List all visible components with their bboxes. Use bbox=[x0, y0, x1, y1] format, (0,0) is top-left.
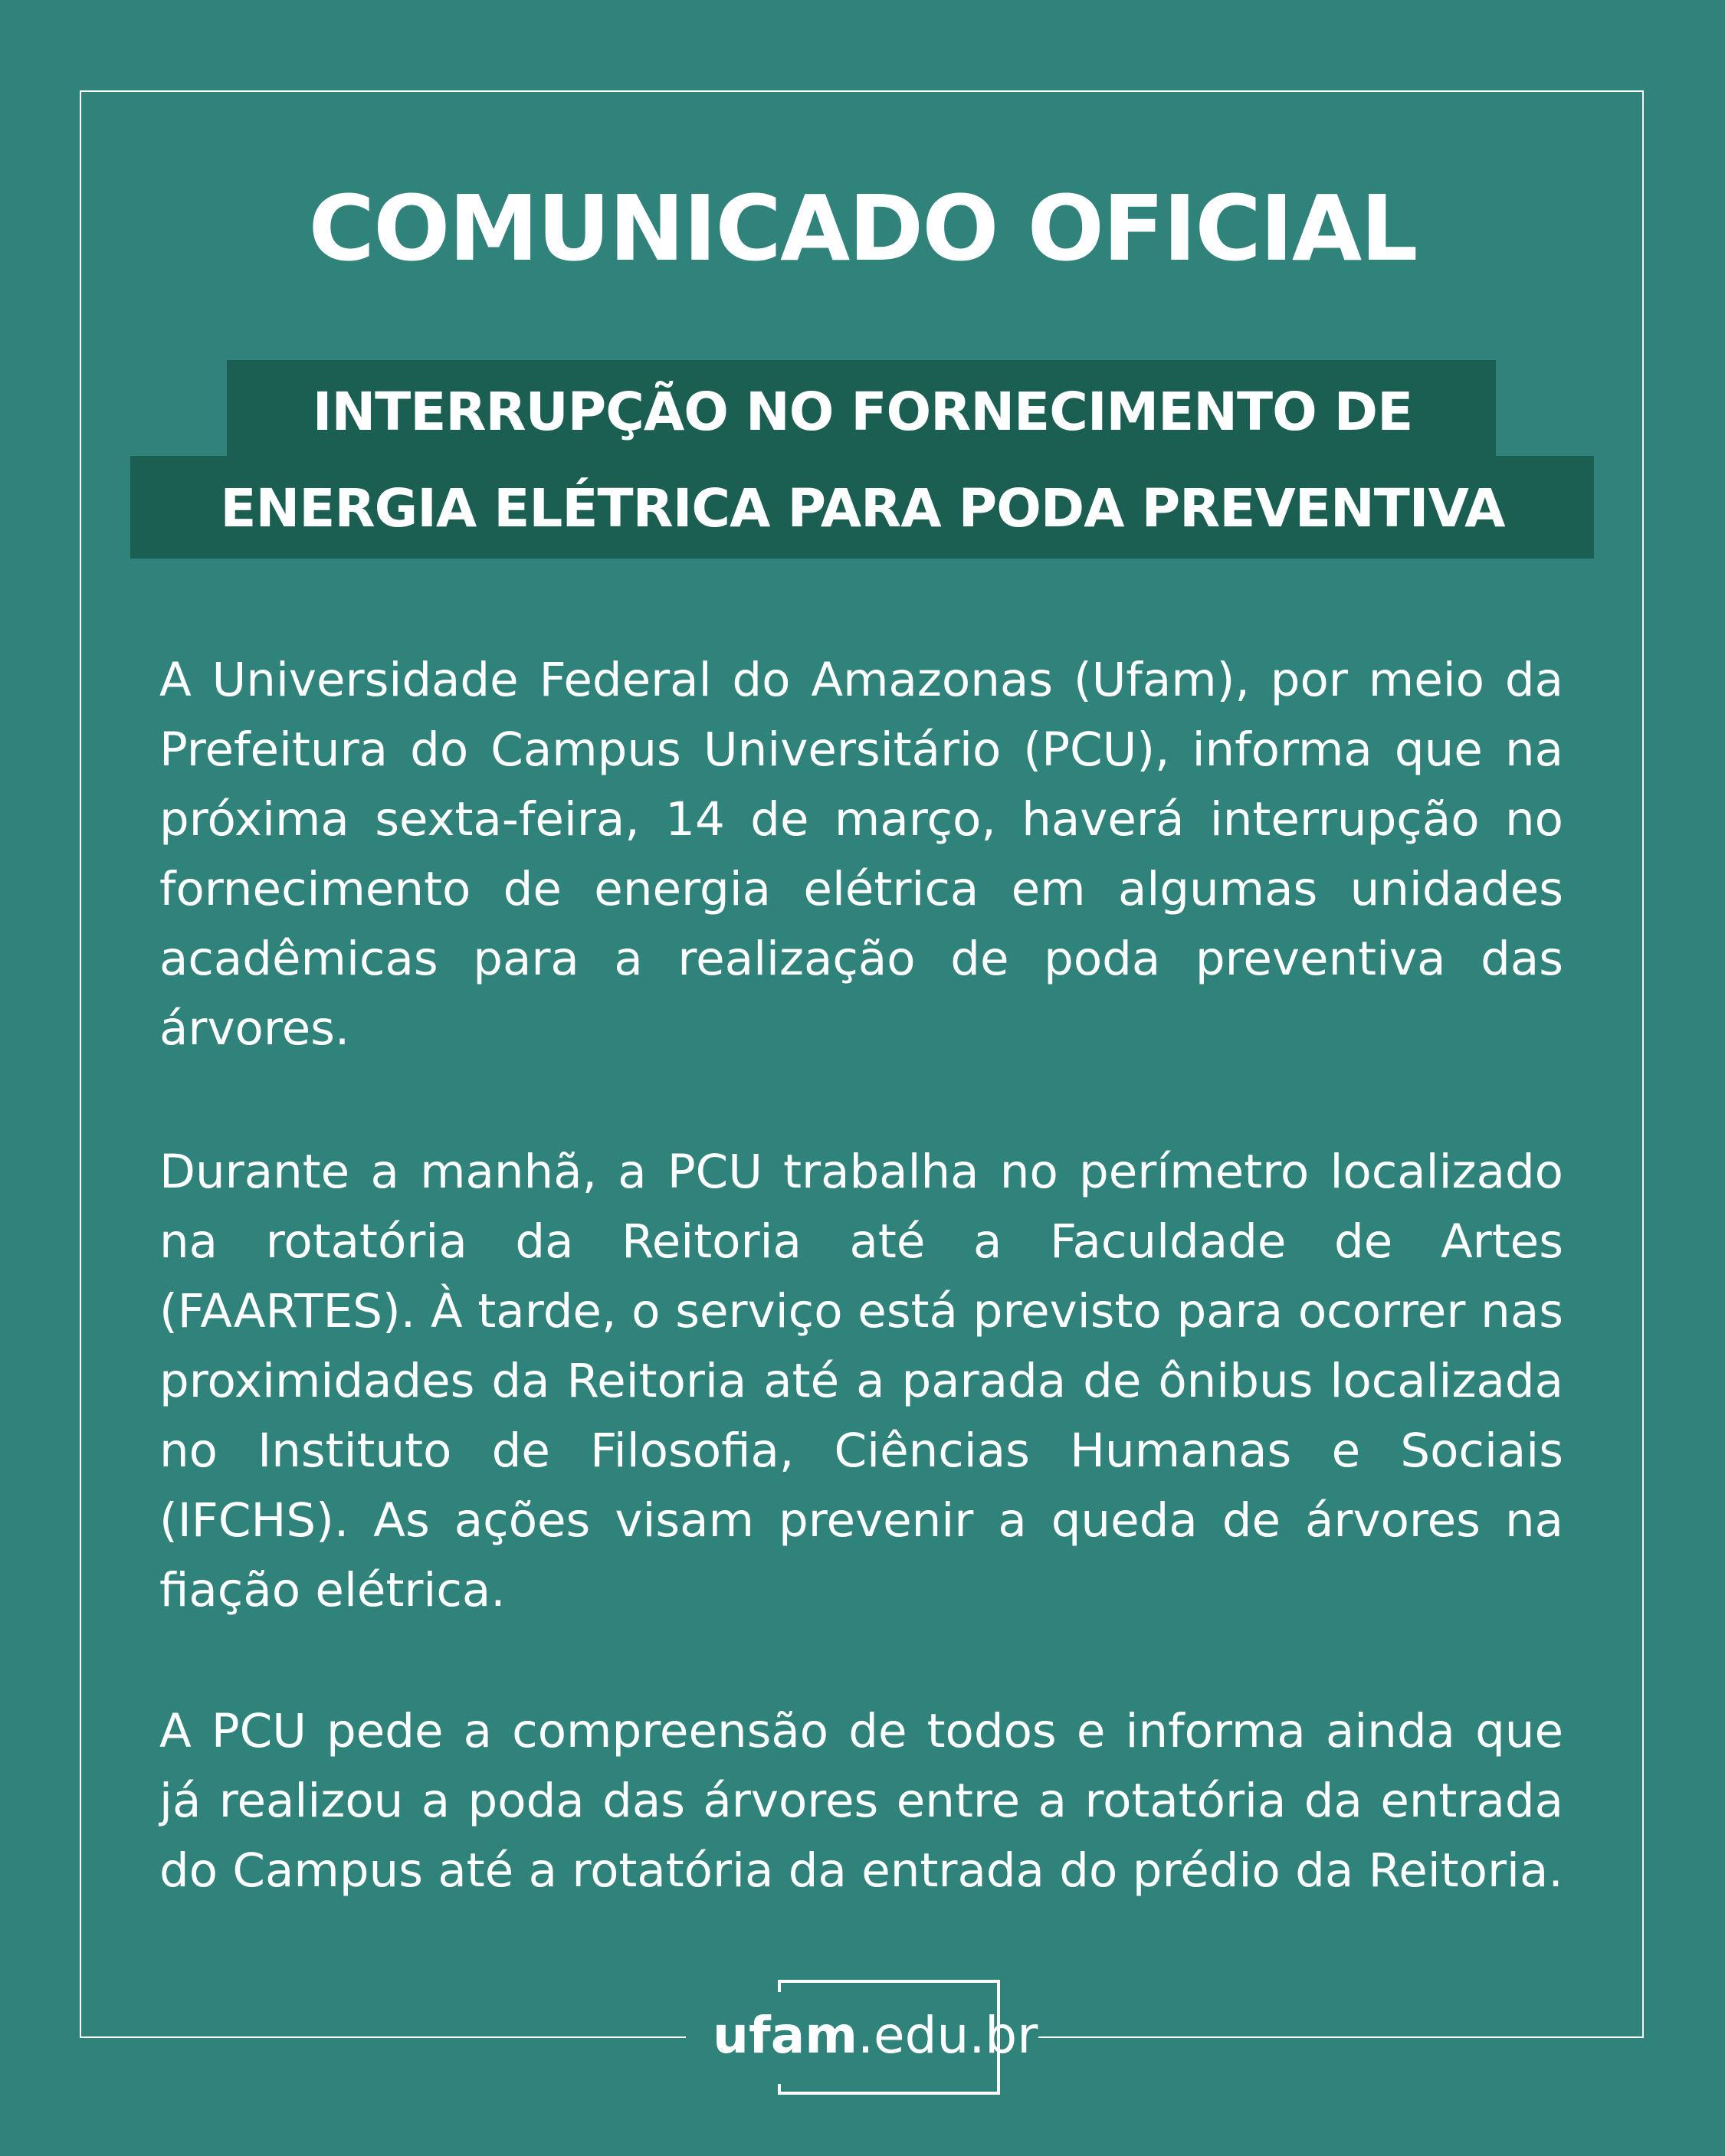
paragraph-3: A PCU pede a compreensão de todos e informa ainda que já realizou a poda das árvores entre a rotatória da entrada do Campus até a rotatória da entrada do prédio da Reitoria. bbox=[159, 1704, 1563, 1898]
page-title: COMUNICADO OFICIAL bbox=[308, 175, 1417, 281]
logo-domain-text: .edu.br bbox=[858, 2006, 1038, 2065]
paragraph-2: Durante a manhã, a PCU trabalha no perímetro localizado na rotatória da Reitoria até a Faculdade de Artes (FAARTES). À tarde, o serviço está previsto para ocorrer nas proximidades da Reitoria até a parada de ônibus localizada no Instituto de Filosofia, Ciências Humanas e Sociais (IFCHS). As ações visam prevenir a queda de árvores na fiação elétrica. bbox=[159, 1145, 1563, 1617]
logo-bold-text: ufam bbox=[713, 2006, 858, 2065]
subtitle-line-1: INTERRUPÇÃO NO FORNECIMENTO DE bbox=[312, 382, 1413, 443]
subtitle-line-2: ENERGIA ELÉTRICA PARA PODA PREVENTIVA bbox=[220, 478, 1505, 539]
site-logo bbox=[713, 2001, 1038, 2070]
paragraph-1: A Universidade Federal do Amazonas (Ufam), por meio da Prefeitura do Campus Universitário (PCU), informa que na próxima sexta-feira, 14 de março, haverá interrupção no fornecimento de energia elétrica em algumas unidades acadêmicas para a realização de poda preventiva das árvores. bbox=[159, 653, 1563, 1056]
